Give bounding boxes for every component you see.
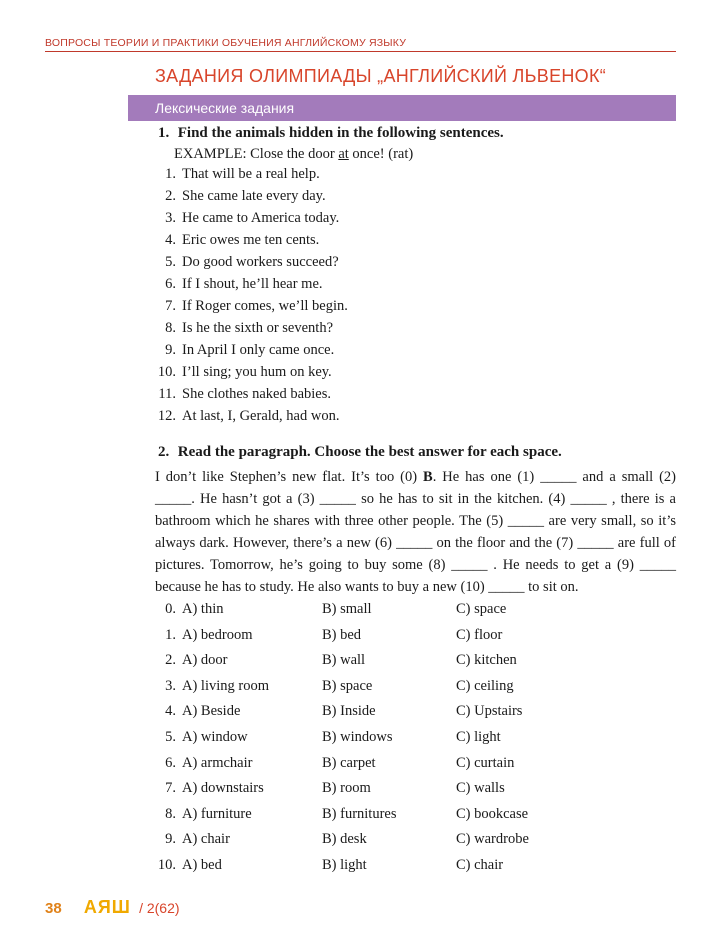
- page-number: 38: [45, 900, 62, 917]
- option-row: [150, 601, 650, 627]
- option-row: [150, 627, 650, 653]
- issue-number: / 2(62): [139, 900, 180, 916]
- option-b: B) light: [322, 856, 367, 873]
- sentence-text: That will be a real help.: [182, 166, 320, 182]
- sentence-text: I’ll sing; you hum on key.: [182, 364, 332, 380]
- sentence-number: 7.: [165, 298, 176, 314]
- task2-options-list: [150, 601, 650, 883]
- option-b: B) desk: [322, 831, 367, 848]
- option-a: A) downstairs: [182, 780, 264, 797]
- option-row: [150, 755, 650, 781]
- header-divider: [45, 51, 676, 52]
- option-a: A) window: [182, 728, 248, 745]
- journal-logo: АЯШ: [83, 897, 131, 917]
- option-b: B) furnitures: [322, 805, 397, 822]
- option-number: 2.: [165, 652, 176, 669]
- option-row: [150, 806, 650, 832]
- sentence-text: If Roger comes, we’ll begin.: [182, 298, 348, 314]
- option-row: [150, 831, 650, 857]
- option-a: A) armchair: [182, 754, 253, 771]
- option-c: C) wardrobe: [456, 831, 529, 848]
- option-number: 10.: [157, 856, 176, 873]
- sentence-text: At last, I, Gerald, had won.: [182, 408, 340, 424]
- sentence-item: [150, 188, 348, 210]
- sentence-text: If I shout, he’ll hear me.: [182, 276, 323, 292]
- option-number: 5.: [165, 728, 176, 745]
- option-b: B) carpet: [322, 754, 376, 771]
- option-row: [150, 729, 650, 755]
- option-a: A) bedroom: [182, 626, 253, 643]
- option-number: 4.: [165, 703, 176, 720]
- paragraph-text-post: . He has one (1) _____ and a small (2) _____. He hasn’t got a (3) _____ so he has to sit in the kitchen. (4) _____ , there is a bathroom which he shares with three other people. The (5) _____ are very small, so it’s always dark. However, there’s a new (6) _____ on the floor and the (7) _____ are full of pictures. Tomorrow, he’s going to buy some (8) _____ . He needs to get a (9) _____ because he has to study. He also wants to buy a new (10) _____ to sit on.: [155, 469, 676, 595]
- option-number: 6.: [165, 754, 176, 771]
- sentence-text: In April I only came once.: [182, 342, 335, 358]
- page-title: ЗАДАНИЯ ОЛИМПИАДЫ „АНГЛИЙСКИЙ ЛЬВЕНОК“: [155, 66, 607, 86]
- option-b: B) bed: [322, 626, 362, 643]
- task2-heading: [158, 444, 562, 461]
- task1-heading: [158, 125, 504, 142]
- option-b: B) room: [322, 780, 371, 797]
- option-c: C) kitchen: [456, 652, 517, 669]
- option-c: C) light: [456, 728, 501, 745]
- sentence-number: 11.: [158, 386, 176, 402]
- option-number: 3.: [165, 677, 176, 694]
- section-banner: [128, 95, 676, 121]
- option-row: [150, 678, 650, 704]
- option-a: A) chair: [182, 831, 230, 848]
- option-b: B) Inside: [322, 703, 376, 720]
- option-number: 8.: [165, 805, 176, 822]
- option-b: B) space: [322, 677, 373, 694]
- option-number: 7.: [165, 780, 176, 797]
- sentence-item: [150, 254, 348, 276]
- example-text-pre: EXAMPLE: Close the door: [174, 146, 339, 162]
- option-a: A) Beside: [182, 703, 241, 720]
- sentence-text: Is he the sixth or seventh?: [182, 320, 334, 336]
- sentence-text: She clothes naked babies.: [182, 386, 331, 402]
- option-b: B) small: [322, 601, 372, 617]
- task1-sentence-list: [150, 166, 348, 430]
- running-head: ВОПРОСЫ ТЕОРИИ И ПРАКТИКИ ОБУЧЕНИЯ АНГЛИЙСКОМУ ЯЗЫКУ: [45, 37, 407, 49]
- sentence-item: [150, 364, 348, 386]
- option-a: A) furniture: [182, 805, 252, 822]
- paragraph-answer-example: B: [423, 469, 433, 485]
- option-c: C) walls: [456, 780, 505, 797]
- sentence-item: [150, 408, 348, 430]
- task1-example: [174, 146, 413, 163]
- option-b: B) windows: [322, 728, 393, 745]
- option-a: A) living room: [182, 677, 269, 694]
- option-a: A) thin: [182, 601, 224, 617]
- option-number: 0.: [165, 601, 176, 617]
- sentence-item: [150, 342, 348, 364]
- sentence-number: 8.: [165, 320, 176, 336]
- option-c: C) floor: [456, 626, 503, 643]
- sentence-number: 4.: [165, 232, 176, 248]
- page-footer: [45, 897, 180, 918]
- task1-heading-text: Find the animals hidden in the following sentences.: [177, 125, 504, 141]
- option-b: B) wall: [322, 652, 366, 669]
- task2-heading-text: Read the paragraph. Choose the best answer for each space.: [177, 444, 562, 460]
- sentence-number: 5.: [165, 254, 176, 270]
- sentence-number: 6.: [165, 276, 176, 292]
- option-row: [150, 857, 650, 883]
- sentence-text: She came late every day.: [182, 188, 326, 204]
- option-c: C) curtain: [456, 754, 515, 771]
- option-c: C) ceiling: [456, 677, 514, 694]
- paragraph-text-pre: I don’t like Stephen’s new flat. It’s too (0): [155, 469, 424, 485]
- option-number: 1.: [165, 626, 176, 643]
- sentence-number: 3.: [165, 210, 176, 226]
- option-number: 9.: [165, 831, 176, 848]
- sentence-number: 9.: [165, 342, 176, 358]
- task1-number: 1.: [158, 125, 170, 141]
- sentence-text: He came to America today.: [182, 210, 340, 226]
- sentence-number: 2.: [165, 188, 176, 204]
- sentence-item: [150, 298, 348, 320]
- sentence-item: [150, 232, 348, 254]
- option-c: C) space: [456, 601, 507, 617]
- option-row: [150, 652, 650, 678]
- sentence-number: 1.: [165, 166, 176, 182]
- section-banner-label: Лексические задания: [155, 100, 295, 116]
- option-c: C) chair: [456, 856, 504, 873]
- sentence-text: Do good workers succeed?: [182, 254, 339, 270]
- sentence-item: [150, 320, 348, 342]
- option-row: [150, 703, 650, 729]
- sentence-number: 12.: [157, 408, 176, 424]
- option-c: C) Upstairs: [456, 703, 523, 720]
- task2-number: 2.: [158, 444, 170, 460]
- option-a: A) door: [182, 652, 228, 669]
- option-c: C) bookcase: [456, 805, 529, 822]
- sentence-item: [150, 166, 348, 188]
- sentence-number: 10.: [157, 364, 176, 380]
- example-text-post: once! (rat): [348, 146, 414, 162]
- option-a: A) bed: [182, 856, 222, 873]
- option-row: [150, 780, 650, 806]
- sentence-item: [150, 386, 348, 408]
- example-underlined: at: [338, 146, 349, 162]
- sentence-text: Eric owes me ten cents.: [182, 232, 320, 248]
- task2-paragraph: [155, 466, 676, 598]
- sentence-item: [150, 210, 348, 232]
- sentence-item: [150, 276, 348, 298]
